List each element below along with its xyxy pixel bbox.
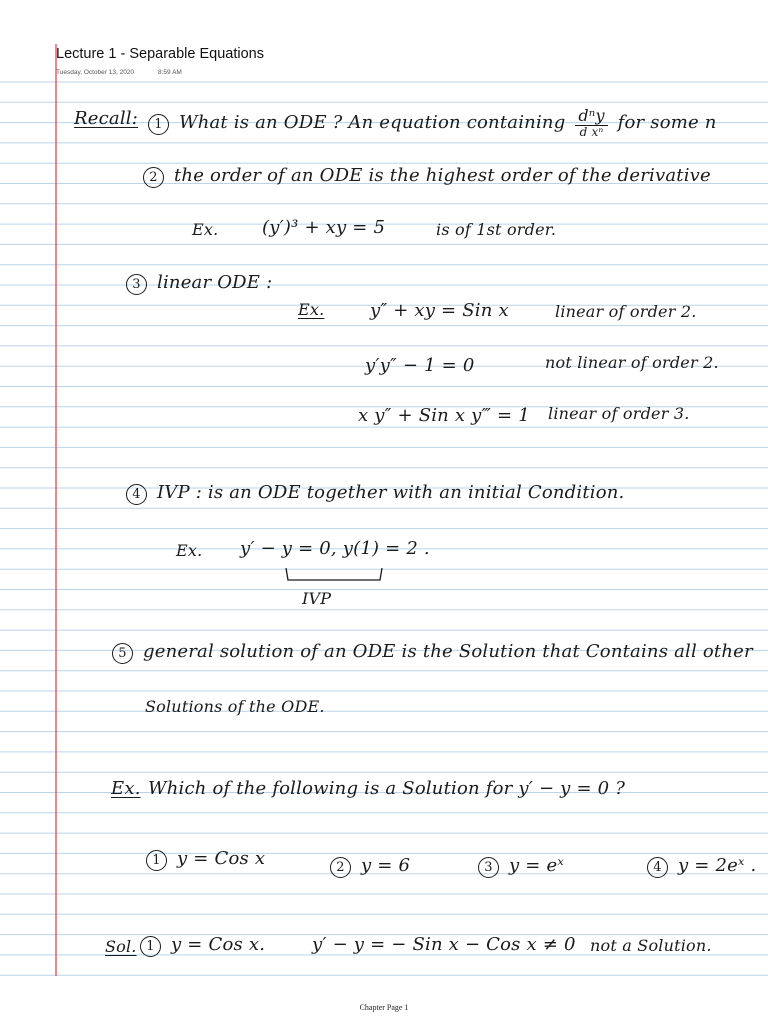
derivative-fraction (575, 108, 607, 138)
item-4-example-equation: y′ − y = 0, y(1) = 2 . (240, 538, 430, 559)
item-number: 2 (143, 167, 164, 188)
recall-label: Recall: (74, 108, 138, 129)
item-text: general solution of an ODE is the Solution that Contains all other (143, 641, 753, 662)
item-2-example-note: is of 1st order. (436, 220, 557, 239)
item-text: the order of an ODE is the highest order of the derivative (174, 165, 711, 186)
item-text: IVP : is an ODE together with an initial Condition. (157, 482, 625, 503)
page-footer: Chapter Page 1 (359, 1003, 409, 1012)
solution-1 (140, 934, 265, 957)
solution-result: not a Solution. (590, 936, 712, 955)
ivp-brace-label: IVP (302, 589, 332, 608)
solution-number: 1 (140, 936, 161, 957)
item-number: 5 (112, 643, 133, 664)
solution-work: y′ − y = − Sin x − Cos x ≠ 0 (312, 934, 576, 955)
page-time: 8:59 AM (158, 69, 182, 76)
page-title: Lecture 1 - Separable Equations (56, 46, 264, 62)
item-3-example-label: Ex. (298, 300, 325, 319)
item-2-example-label: Ex. (192, 220, 219, 239)
item-3-equation-2: y′y″ − 1 = 0 (365, 355, 475, 376)
option-1 (146, 848, 265, 871)
question-label: Ex. (111, 778, 141, 799)
option-text: y = 2eˣ . (678, 855, 757, 876)
item-3-note-3: linear of order 3. (548, 404, 690, 423)
rule-lines (0, 82, 768, 975)
option-3 (478, 855, 564, 878)
item-3 (126, 272, 272, 295)
fraction-numerator: dⁿy (575, 108, 607, 126)
item-3-note-2: not linear of order 2. (545, 353, 719, 372)
item-4 (126, 482, 624, 505)
item-text: linear ODE : (157, 272, 273, 293)
option-text: y = eˣ (509, 855, 564, 876)
item-4-example-label: Ex. (176, 541, 203, 560)
solution-equation: y = Cos x. (171, 934, 266, 955)
item-1 (148, 108, 717, 138)
item-3-equation-1: y″ + xy = Sin x (370, 300, 509, 321)
question-text: Which of the following is a Solution for y′ − y = 0 ? (148, 778, 626, 799)
option-4 (647, 855, 756, 878)
item-5 (112, 641, 753, 664)
option-number: 1 (146, 850, 167, 871)
option-number: 2 (330, 857, 351, 878)
item-number: 1 (148, 114, 169, 135)
option-text: y = 6 (361, 855, 411, 876)
item-number: 3 (126, 274, 147, 295)
option-text: y = Cos x (177, 848, 266, 869)
page-date: Tuesday, October 13, 2020 (56, 69, 135, 76)
item-2-example-equation: (y′)³ + xy = 5 (262, 217, 386, 238)
fraction-denominator: d xⁿ (579, 124, 604, 139)
item-text: What is an ODE ? An equation containing (179, 112, 566, 134)
item-3-note-1: linear of order 2. (555, 302, 697, 321)
item-3-equation-3: x y″ + Sin x y‴ = 1 (358, 405, 530, 426)
option-2 (330, 855, 410, 878)
solution-label: Sol. (105, 937, 137, 956)
option-number: 3 (478, 857, 499, 878)
item-5-continuation: Solutions of the ODE. (145, 697, 325, 716)
item-number: 4 (126, 484, 147, 505)
item-tail: for some n (617, 112, 717, 134)
item-2 (143, 165, 711, 188)
option-number: 4 (647, 857, 668, 878)
ivp-brace (284, 566, 384, 586)
